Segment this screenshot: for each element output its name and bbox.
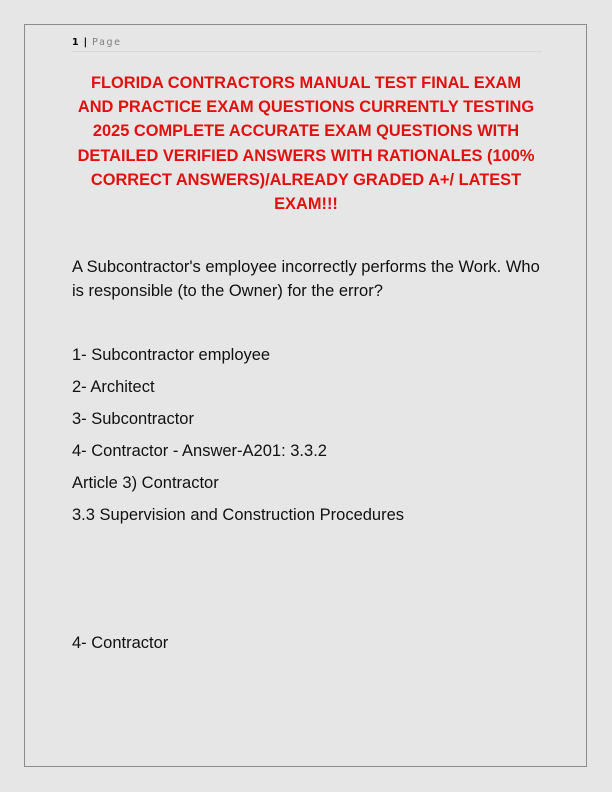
page-separator: | [83, 37, 88, 48]
page-number: 1 [72, 37, 79, 48]
option-line: 2- Architect [72, 378, 155, 396]
page-header [72, 37, 542, 52]
rationale-line: Article 3) Contractor [72, 474, 219, 492]
option-line: 1- Subcontractor employee [72, 346, 271, 364]
final-answer: 4- Contractor [72, 634, 169, 652]
page-label: Page [92, 37, 122, 48]
answer-line: 4- Contractor - Answer-A201: 3.3.2 [72, 442, 327, 460]
answer-options [72, 343, 542, 535]
document-title: FLORIDA CONTRACTORS MANUAL TEST FINAL EXAM AND PRACTICE EXAM QUESTIONS CURRENTLY TESTING 2025 COMPLETE ACCURATE EXAM QUESTIONS WITH DETAILED VERIFIED ANSWERS WITH RATIONALES (100% CORRECT ANSWERS)/ALREADY GRADED A+/ LATEST EXAM!!! [77, 74, 535, 214]
option-line: 3- Subcontractor [72, 410, 194, 428]
rationale-line: 3.3 Supervision and Construction Procedures [72, 506, 405, 524]
question-text: A Subcontractor's employee incorrectly performs the Work. Who is responsible (to the Owner) for the error? [72, 258, 540, 300]
